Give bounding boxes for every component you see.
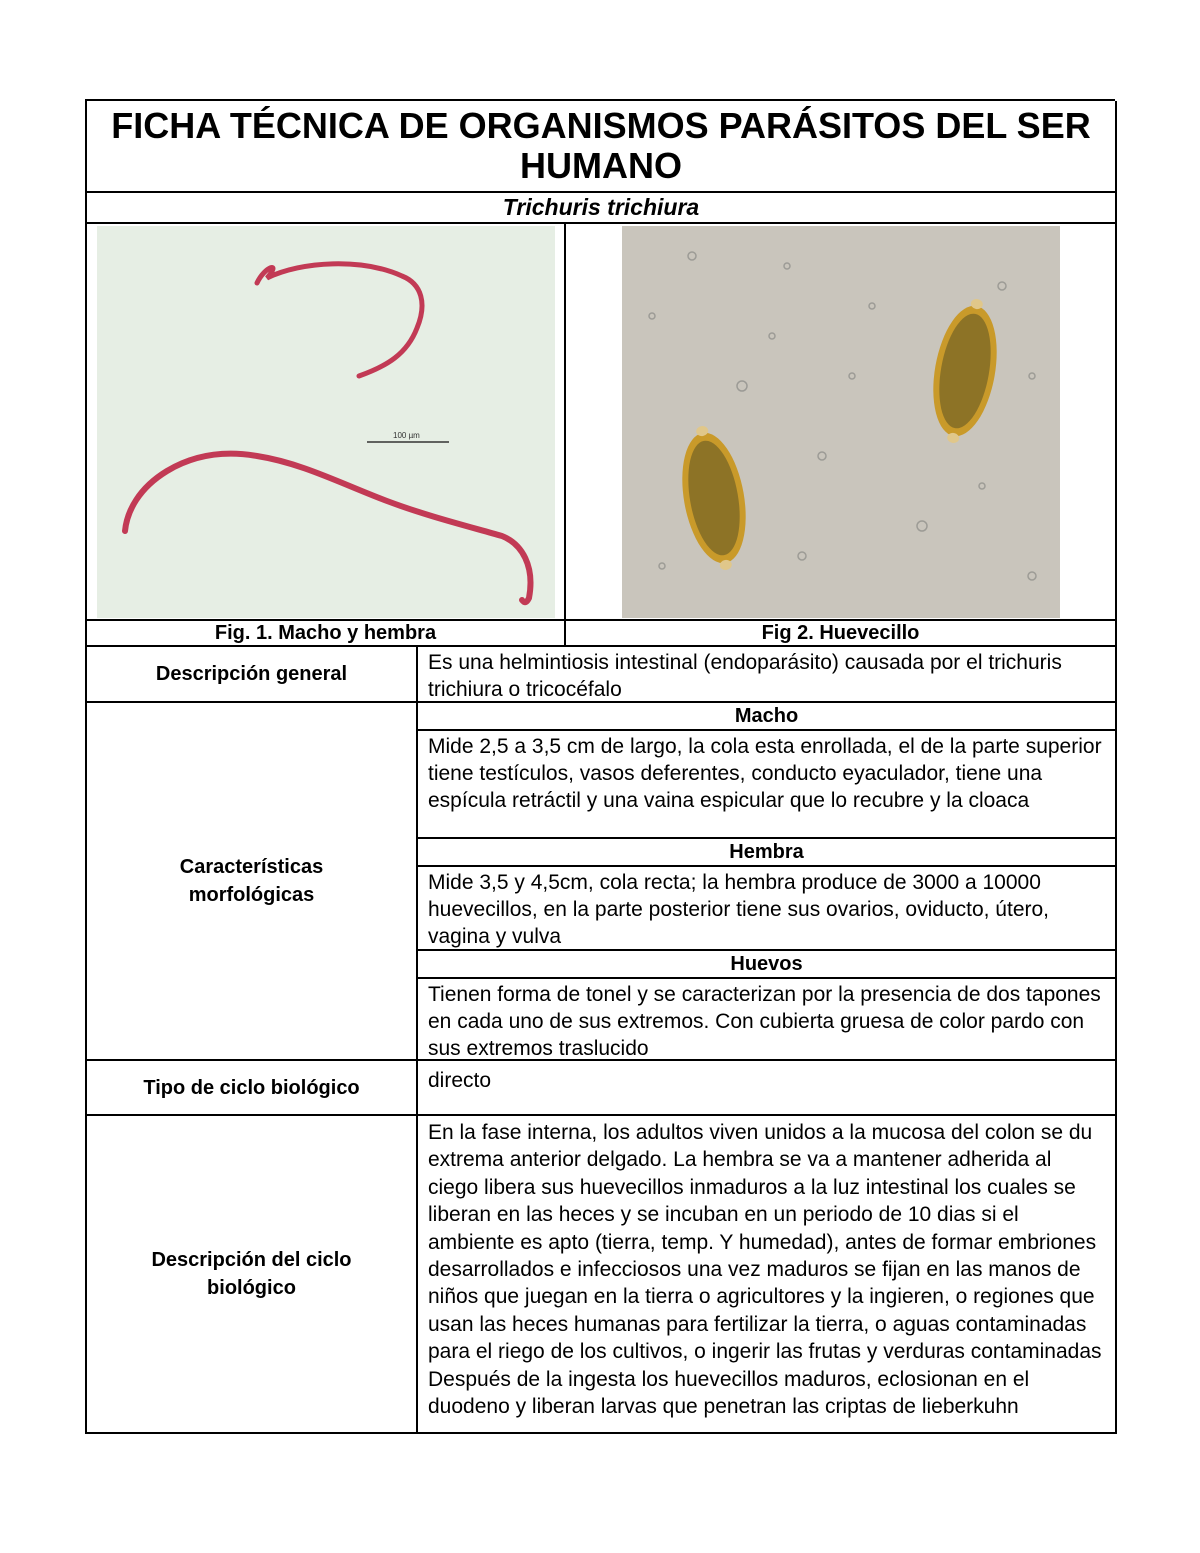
sheet-title: FICHA TÉCNICA DE ORGANISMOS PARÁSITOS DEL SER HUMANO <box>87 101 1117 193</box>
eggs-description: Tienen forma de tonel y se caracterizan por la presencia de dos tapones en cada uno de sus extremos. Con cubierta gruesa de color pardo con sus extremos traslucido <box>418 979 1117 1061</box>
cycle-type-value: directo <box>418 1061 1117 1116</box>
figure-male-female <box>87 224 566 621</box>
scale-bar-label: 100 µm <box>392 430 420 440</box>
figure-2-caption: Fig 2. Huevecillo <box>566 621 1117 647</box>
technical-sheet <box>85 99 1115 1434</box>
cycle-description-value <box>418 1116 1117 1434</box>
general-description-label: Descripción general <box>87 647 418 703</box>
morphology-label: Características morfológicas <box>87 703 418 1061</box>
general-description-value: Es una helmintiosis intestinal (endoparásito) causada por el trichuris trichiura o tricocéfalo <box>418 647 1117 703</box>
male-heading: Macho <box>418 703 1117 731</box>
eggs-heading: Huevos <box>418 951 1117 979</box>
sheet-table <box>85 99 1115 1434</box>
cycle-description-paragraph-2: Después de la ingesta los huevecillos maduros, eclosionan en el duodeno y liberan larvas que penetran las criptas de lieberkuhn <box>428 1367 1030 1419</box>
species-name: Trichuris trichiura <box>87 193 1117 224</box>
female-description: Mide 3,5 y 4,5cm, cola recta; la hembra produce de 3000 a 10000 huevecillos, en la parte posterior tiene sus ovarios, oviducto, útero, vagina y vulva <box>418 867 1117 951</box>
cycle-description-paragraph-1: En la fase interna, los adultos viven unidos a la mucosa del colon se du extrema anterior delgado. La hembra se va a mantener adherida al ciego libera sus huevecillos inmaduros a la luz intestinal los cuales se liberan en las heces y se incuban en un periodo de 10 dias si el ambiente es apto (tierra, temp. Y humedad), antes de formar embriones desarrollados e infecciosos una vez maduros se fijan en las manos de niños que juegan en la tierra o agricultores y la ingieren, o regiones que usan las heces humanas para fertilizar la tierra, o aguas contaminadas para el riego de los cultivos, o ingerir las frutas y verduras contaminadas <box>428 1121 1102 1364</box>
figure-egg <box>566 224 1117 621</box>
worms-micrograph <box>97 226 555 618</box>
female-heading: Hembra <box>418 839 1117 867</box>
male-description: Mide 2,5 a 3,5 cm de largo, la cola esta enrollada, el de la parte superior tiene testículos, vasos deferentes, conducto eyaculador, tiene una espícula retráctil y una vaina espicular que lo recubre y la cloaca <box>418 731 1117 839</box>
cycle-description-label: Descripción del ciclo biológico <box>87 1116 418 1434</box>
figure-1-caption: Fig. 1. Macho y hembra <box>87 621 566 647</box>
eggs-micrograph <box>622 226 1060 618</box>
cycle-type-label: Tipo de ciclo biológico <box>87 1061 418 1116</box>
